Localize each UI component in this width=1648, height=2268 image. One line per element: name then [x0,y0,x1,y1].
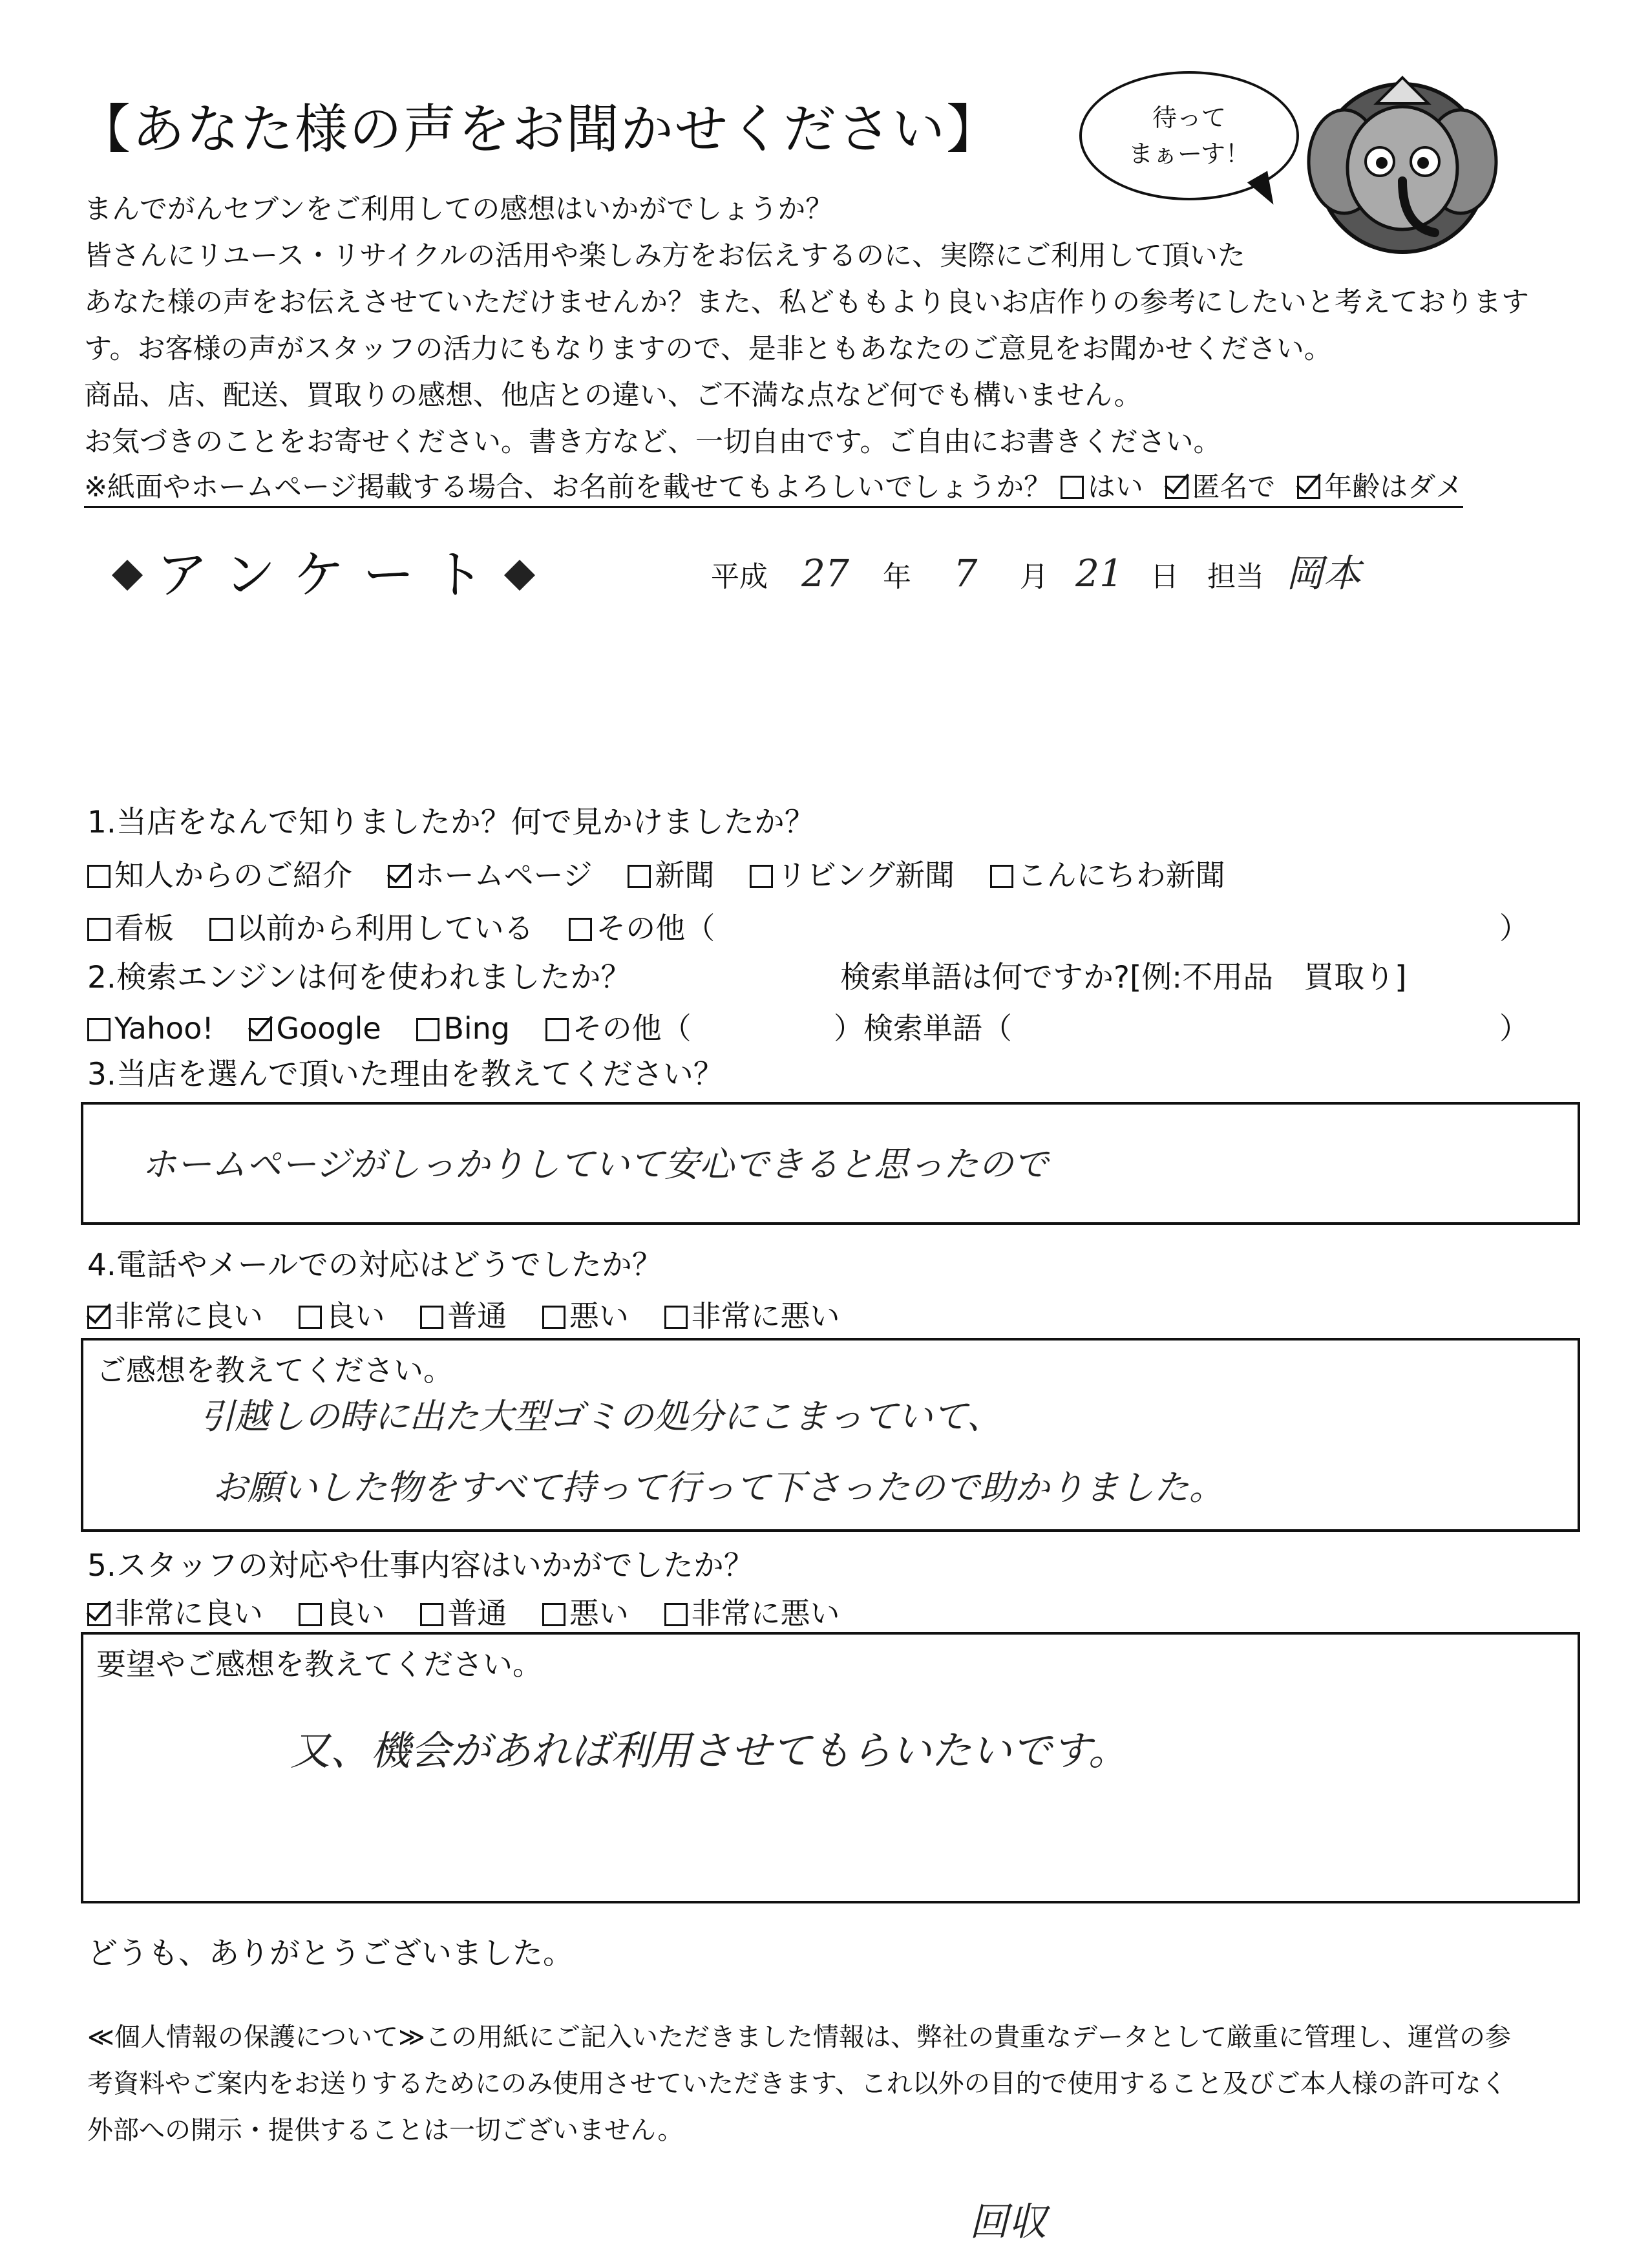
question-1: 1.当店をなんで知りましたか？何で見かけましたか？ [87,805,815,840]
checkbox-very-good[interactable] [87,1603,111,1626]
checkbox-very-bad[interactable] [664,1306,688,1329]
checkbox-previous-use[interactable] [209,918,233,941]
checkbox-newspaper[interactable] [628,865,651,888]
staff-name: 岡本 [1286,551,1362,595]
bubble-line-2: まぁーす！ [1128,140,1251,168]
q4-options-row [87,1293,840,1335]
question-5: 5.スタッフの対応や仕事内容はいかがでしたか？ [87,1548,754,1584]
checkbox-other-engine[interactable] [545,1018,569,1041]
q5-answer: 又、機会があれば利用させてもらいたいです。 [290,1727,1129,1774]
q2-options-row [87,1005,692,1048]
checkbox-other[interactable] [569,918,592,941]
q5-comment-box[interactable] [81,1632,1580,1903]
intro-line: まんでがんセブンをご利用しての感想はいかがでしょうか？ [84,193,834,226]
option-label: 非常に良い [114,1298,263,1333]
year-value: 27 [801,551,849,595]
checkbox-bad[interactable] [542,1603,565,1626]
option-label: 非常に悪い [691,1298,840,1333]
question-2: 2.検索エンジンは何を使われましたか？ [87,960,631,995]
year-unit: 年 [883,560,911,593]
staff-label: 担当 [1207,560,1264,593]
checkbox-no-age[interactable] [1297,476,1320,499]
checkbox-homepage[interactable] [388,865,411,888]
elephant-mascot-icon [1305,65,1499,259]
q4-comment-label: ご感想を教えてください。 [96,1353,453,1388]
option-label: 良い [325,1298,385,1333]
privacy-notice-line: ≪個人情報の保護について≫この用紙にご記入いただきました情報は、弊社の貴重なデータとして厳重に管理し、運営の参 [87,2022,1511,2052]
form-title: 【あなた様の声をお聞かせください】 [78,99,1001,160]
checkbox-bing[interactable] [416,1018,439,1041]
privacy-notice-line: 外部への開示・提供することは一切ございません。 [87,2115,684,2145]
q2-keyword-field: ）検索単語（ [834,1011,1012,1046]
option-label: 以前から利用している [236,911,534,946]
option-label: 知人からのご紹介 [114,858,352,893]
diamond-icon [504,560,535,591]
era-label: 平成 [711,560,768,593]
option-label: 匿名で [1192,471,1276,503]
option-label: 非常に良い [114,1596,263,1631]
question-3: 3.当店を選んで頂いた理由を教えてください？ [87,1057,724,1092]
q5-options-row [87,1590,840,1633]
q5-comment-label: 要望やご感想を教えてください。 [96,1647,542,1682]
question-4: 4.電話やメールでの対応はどうでしたか？ [87,1247,662,1283]
checkbox-yahoo[interactable] [87,1018,111,1041]
option-label: Yahoo! [114,1011,214,1046]
privacy-consent-row [84,465,1463,508]
month-value: 7 [953,551,978,595]
option-label: 普通 [447,1298,507,1333]
bubble-line-1: 待って [1152,103,1226,132]
checkbox-average[interactable] [420,1306,443,1329]
option-label: はい [1087,471,1143,503]
q3-answer: ホームページがしっかりしていて安心できると思ったので [142,1144,1048,1185]
option-label: 年齢はダメ [1324,471,1464,503]
intro-line: 皆さんにリユース・リサイクルの活用や楽しみ方をお伝えするのに、実際にご利用して頂いた [84,240,1245,272]
privacy-question: ※紙面やホームページ掲載する場合、お名前を載せてもよろしいでしょうか？ [84,471,1052,503]
option-label: 悪い [569,1298,629,1333]
option-label: Google [276,1011,381,1046]
checkbox-living-newspaper[interactable] [750,865,773,888]
closing-thanks: どうも、ありがとうございました。 [87,1936,573,1971]
option-label: 良い [325,1596,385,1631]
option-label: その他（ [572,1011,692,1046]
checkbox-google[interactable] [249,1018,272,1041]
option-label: こんにちわ新聞 [1017,858,1225,893]
q2-keyword-label: 検索単語は何ですか?[例:不用品 買取り] [840,960,1407,995]
checkbox-signboard[interactable] [87,918,111,941]
option-label: 非常に悪い [691,1596,840,1631]
privacy-notice-line: 考資料やご案内をお送りするためにのみ使用させていただきます、これ以外の目的で使用すること及びご本人様の許可なく [87,2069,1507,2099]
q1-close-paren: ） [1499,911,1529,946]
survey-title: アンケート [156,545,503,605]
option-label: ホームページ [414,858,593,893]
checkbox-average[interactable] [420,1603,443,1626]
q4-comment-box[interactable] [81,1338,1580,1532]
checkbox-konnichiwa-newspaper[interactable] [990,865,1013,888]
option-label: 普通 [447,1596,507,1631]
checkbox-very-bad[interactable] [664,1603,688,1626]
option-label: 新聞 [655,858,715,893]
day-unit: 日 [1150,560,1179,593]
q3-answer-box[interactable] [81,1102,1580,1225]
checkbox-good[interactable] [299,1306,322,1329]
checkbox-good[interactable] [299,1603,322,1626]
intro-line: す。お客様の声がスタッフの活力にもなりますので、是非ともあなたのご意見をお聞かせください。 [84,333,1332,365]
option-label: 悪い [569,1596,629,1631]
q1-options-row2 [87,905,715,948]
q4-answer-line-2: お願いした物をすべて持って行って下さったので助かりました。 [213,1467,1224,1508]
day-value: 21 [1075,551,1123,595]
checkbox-bad[interactable] [542,1306,565,1329]
diamond-icon [112,560,143,591]
option-label: 看板 [114,911,174,946]
q1-options-row1 [87,852,1225,895]
collected-mark: 回収 [969,2199,1047,2245]
survey-heading [116,533,549,608]
intro-line: 商品、店、配送、買取りの感想、他店との違い、ご不満な点など何でも構いません。 [84,379,1142,412]
intro-line: あなた様の声をお伝えさせていただけませんか？また、私どももより良いお店作りの参考にしたいと考えております [84,286,1529,319]
option-label: Bing [443,1011,511,1046]
checkbox-anonymous[interactable] [1165,476,1188,499]
q4-answer-line-1: 引越しの時に出た大型ゴミの処分にこまっていて、 [200,1396,1002,1437]
q2-close-paren: ） [1499,1011,1529,1046]
intro-line: お気づきのことをお寄せください。書き方など、一切自由です。ご自由にお書きください。 [84,426,1221,458]
option-label: その他（ [596,911,715,946]
checkbox-name-ok[interactable] [1061,476,1084,499]
checkbox-very-good[interactable] [87,1306,111,1329]
month-unit: 月 [1020,560,1048,593]
option-label: リビング新聞 [776,858,955,893]
date-row [711,543,1361,597]
checkbox-referral[interactable] [87,865,111,888]
